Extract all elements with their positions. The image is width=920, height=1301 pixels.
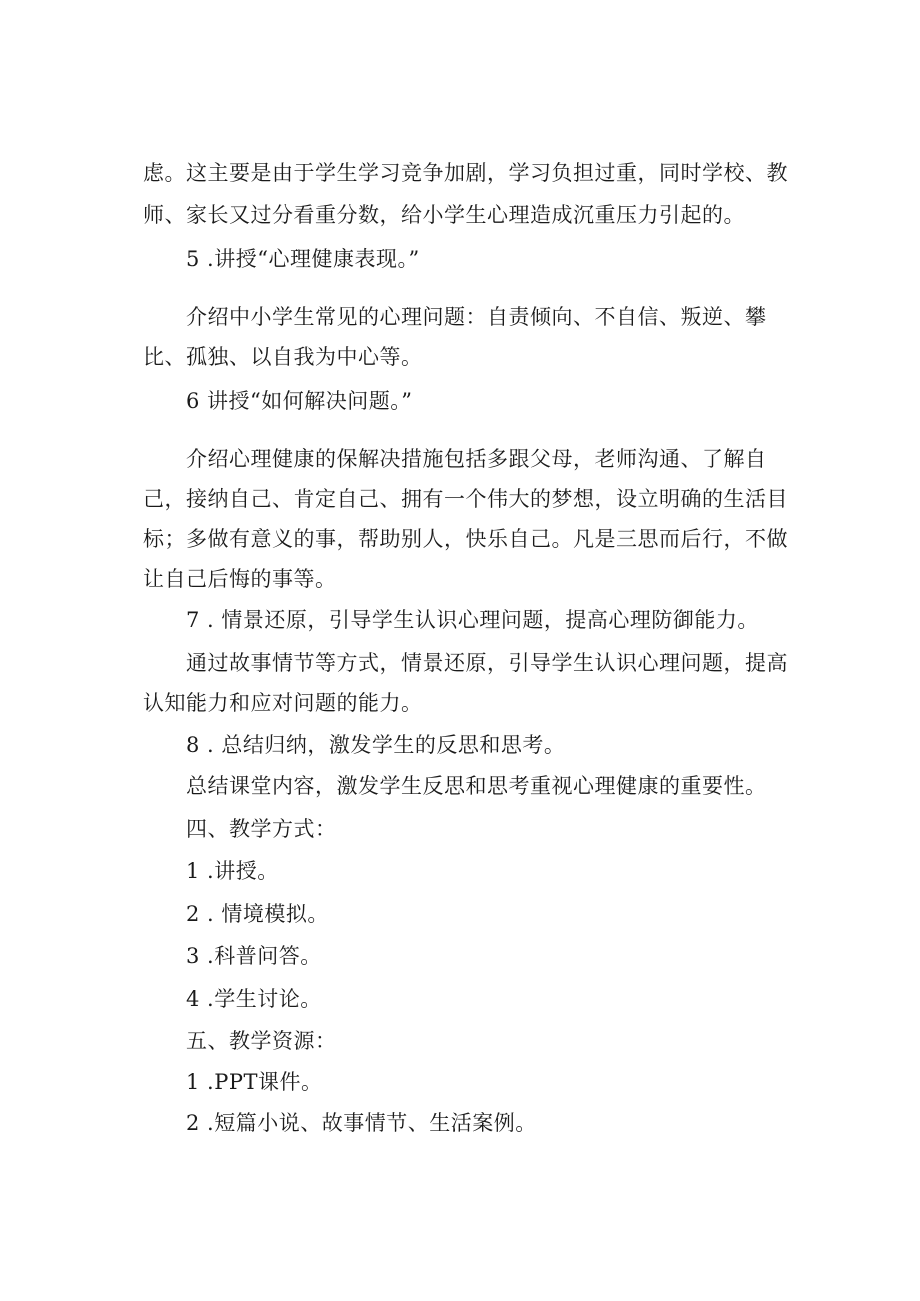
paragraph-line: 师、家长又过分看重分数，给小学生心理造成沉重压力引起的。 [143, 203, 745, 227]
paragraph-line: 介绍心理健康的保解决措施包括多跟父母，老师沟通、了解自 [186, 447, 767, 471]
paragraph-line: 介绍中小学生常见的心理问题：自责倾向、不自信、叛逆、攀 [186, 305, 767, 329]
paragraph-line: 认知能力和应对问题的能力。 [143, 691, 423, 715]
list-item-heading: 6 讲授“如何解决问题。” [186, 389, 413, 413]
section-heading: 五、教学资源： [186, 1029, 337, 1053]
list-item: 3 .科普问答。 [186, 944, 322, 968]
paragraph-line: 总结课堂内容，激发学生反思和思考重视心理健康的重要性。 [186, 774, 767, 798]
list-item: 1 .PPT课件。 [186, 1070, 323, 1094]
paragraph-line: 通过故事情节等方式，情景还原，引导学生认识心理问题，提高 [186, 651, 788, 675]
paragraph-line: 比、孤独、以自我为中心等。 [143, 345, 423, 369]
paragraph-line: 标；多做有意义的事，帮助别人，快乐自己。凡是三思而后行，不做 [143, 527, 788, 551]
list-item-heading: 5 .讲授“心理健康表现。” [186, 247, 420, 271]
section-heading: 四、教学方式： [186, 817, 337, 841]
paragraph-line: 让自己后悔的事等。 [143, 567, 337, 591]
list-item: 2 .短篇小说、故事情节、生活案例。 [186, 1111, 537, 1135]
list-item: 2 . 情境模拟。 [186, 902, 329, 926]
paragraph-line: 己，接纳自己、肯定自己、拥有一个伟大的梦想，设立明确的生活目 [143, 487, 788, 511]
list-item-heading: 7 . 情景还原，引导学生认识心理问题，提高心理防御能力。 [186, 608, 759, 632]
list-item: 4 .学生讨论。 [186, 987, 322, 1011]
paragraph-line: 虑。这主要是由于学生学习竞争加剧，学习负担过重，同时学校、教 [143, 161, 788, 185]
list-item-heading: 8 . 总结归纳，激发学生的反思和思考。 [186, 733, 566, 757]
list-item: 1 .讲授。 [186, 859, 279, 883]
